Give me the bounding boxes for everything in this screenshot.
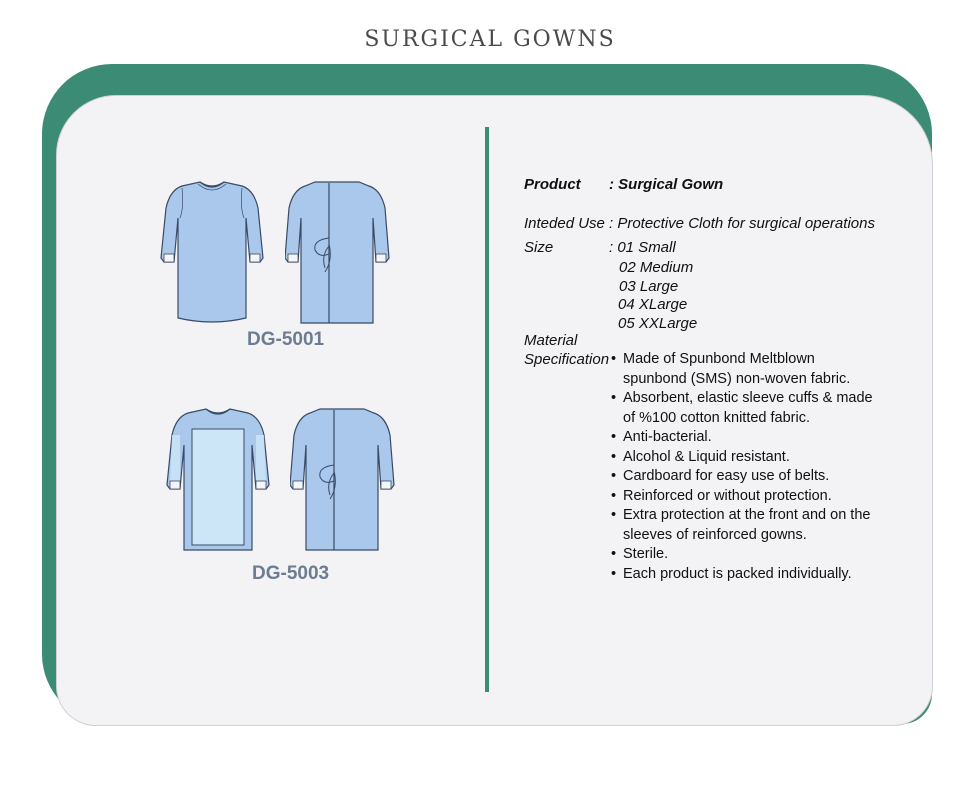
spec-bullet-continued: of %100 cotton knitted fabric. (623, 409, 810, 426)
spec-bullet: • Extra protection at the front and on the (611, 506, 873, 526)
material-label: Material (524, 332, 578, 349)
spec-bullet: • Sterile. (611, 545, 873, 565)
product-label: Product (524, 176, 581, 193)
size-item: 02 Medium (619, 259, 694, 276)
size-item: : 01 Small (609, 239, 676, 256)
spec-bullet: • Alcohol & Liquid resistant. (611, 448, 873, 468)
page-title: SURGICAL GOWNS (364, 27, 616, 52)
gown-dg5001-back-image (285, 178, 390, 328)
size-item: 04 XLarge (618, 296, 688, 313)
gown-dg5001-front-image (160, 178, 265, 328)
gown-dg5003-back-image (290, 405, 395, 555)
specification-label: Specification (524, 351, 610, 368)
model-label-dg5003: DG-5003 (252, 563, 330, 584)
product-value: : Surgical Gown (609, 176, 724, 193)
spec-bullet: • Anti-bacterial. (611, 428, 873, 448)
spec-bullet: • Cardboard for easy use of belts. (611, 467, 873, 487)
spec-bullet-continued: sleeves of reinforced gowns. (623, 526, 807, 543)
model-label-dg5001: DG-5001 (247, 329, 325, 350)
size-item: 05 XXLarge (618, 315, 698, 332)
spec-bullet: • Made of Spunbond Meltblown (611, 350, 873, 370)
intended-use-value: : Protective Cloth for surgical operations (609, 215, 875, 232)
intended-use-label: Inteded Use (524, 215, 605, 232)
specification-list (611, 350, 873, 584)
spec-bullet-continued: spunbond (SMS) non-woven fabric. (623, 370, 851, 387)
size-item: 03 Large (619, 278, 679, 295)
gown-dg5003-front-image (166, 405, 271, 555)
spec-bullet: • Each product is packed individually. (611, 565, 873, 585)
size-label: Size (524, 239, 554, 256)
spec-bullet: • Absorbent, elastic sleeve cuffs & made (611, 389, 873, 409)
spec-bullet: • Reinforced or without protection. (611, 487, 873, 507)
vertical-divider (485, 127, 489, 692)
